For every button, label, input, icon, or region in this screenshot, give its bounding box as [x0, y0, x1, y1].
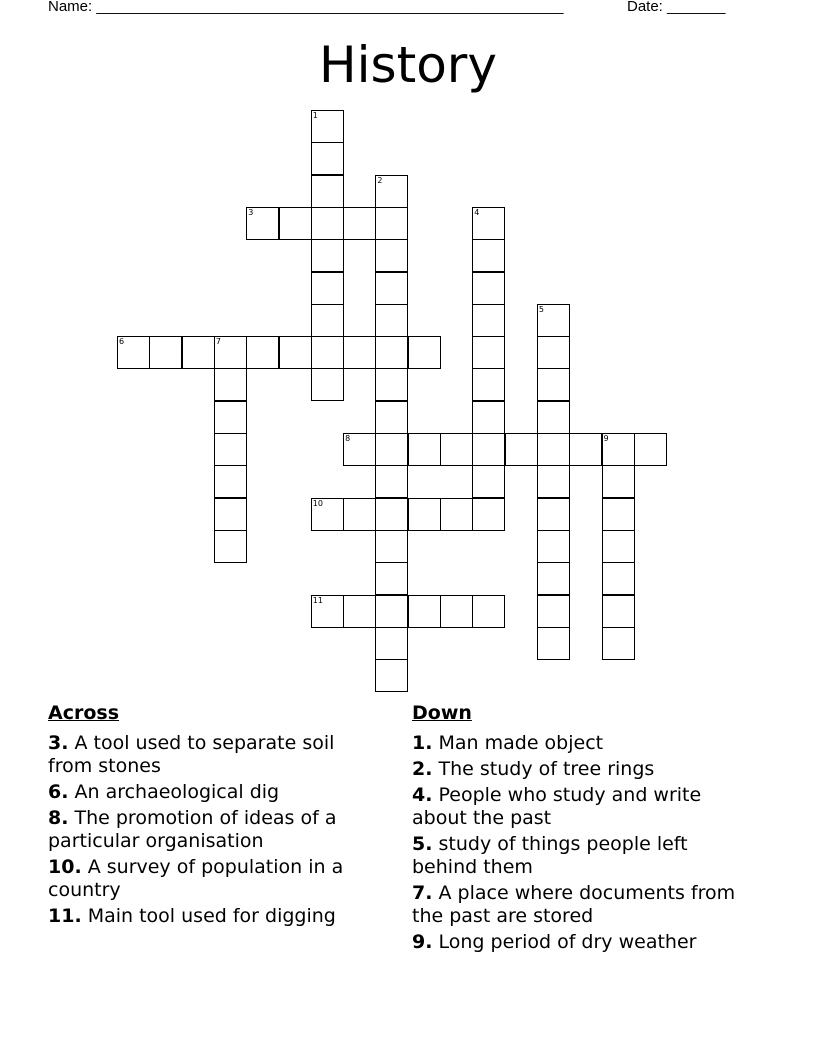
grid-cell[interactable]	[472, 207, 505, 240]
clue-across: 11. Main tool used for digging	[48, 905, 336, 927]
grid-cell[interactable]	[246, 207, 279, 240]
clue-down: 5. study of things people left behind them	[412, 833, 688, 878]
grid-cell[interactable]	[537, 530, 570, 563]
grid-cell[interactable]	[375, 530, 408, 563]
grid-cell[interactable]	[375, 207, 408, 240]
grid-cell[interactable]	[214, 433, 247, 466]
grid-cell[interactable]	[408, 595, 441, 628]
grid-cell[interactable]	[537, 401, 570, 434]
grid-cell[interactable]	[537, 595, 570, 628]
grid-cell[interactable]	[375, 595, 408, 628]
grid-cell[interactable]	[472, 433, 505, 466]
name-field-label[interactable]: Name: ________________________________________________________	[48, 0, 564, 15]
cell-number: 3	[248, 207, 254, 217]
grid-cell[interactable]	[537, 304, 570, 337]
grid-cell[interactable]	[602, 530, 635, 563]
grid-cell[interactable]	[440, 433, 473, 466]
clue-down: 1. Man made object	[412, 732, 604, 754]
grid-cell[interactable]	[537, 336, 570, 369]
clue-across: 6. An archaeological dig	[48, 781, 280, 803]
grid-cell[interactable]	[408, 433, 441, 466]
grid-cell[interactable]	[182, 336, 215, 369]
cell-number: 2	[377, 175, 383, 185]
grid-cell[interactable]	[214, 530, 247, 563]
cell-number: 8	[345, 434, 351, 443]
grid-cell[interactable]	[375, 562, 408, 595]
grid-cell[interactable]	[537, 433, 570, 466]
grid-cell[interactable]	[343, 498, 376, 531]
clue-down: 7. A place where documents from the past are stored	[412, 882, 736, 927]
grid-cell[interactable]	[375, 433, 408, 466]
grid-cell[interactable]	[537, 498, 570, 531]
puzzle-title: History	[319, 36, 497, 94]
grid-cell[interactable]	[375, 368, 408, 401]
down-heading: Down	[412, 702, 472, 724]
grid-cell[interactable]	[214, 465, 247, 498]
grid-cell[interactable]	[602, 465, 635, 498]
grid-cell[interactable]	[408, 498, 441, 531]
grid-cell[interactable]	[279, 207, 312, 240]
clue-across: 10. A survey of population in a country	[48, 856, 344, 901]
grid-cell[interactable]	[311, 498, 344, 531]
grid-cell[interactable]	[311, 368, 344, 401]
grid-cell[interactable]	[375, 175, 408, 208]
grid-cell[interactable]	[375, 336, 408, 369]
grid-cell[interactable]	[214, 336, 247, 369]
grid-cell[interactable]	[440, 498, 473, 531]
grid-cell[interactable]	[472, 272, 505, 305]
grid-cell[interactable]	[472, 368, 505, 401]
grid-cell[interactable]	[311, 239, 344, 272]
grid-cell[interactable]	[343, 433, 376, 466]
grid-cell[interactable]	[634, 433, 667, 466]
grid-cell[interactable]	[375, 627, 408, 660]
grid-cell[interactable]	[375, 304, 408, 337]
cell-number: 5	[538, 304, 544, 314]
clue-down: 9. Long period of dry weather	[412, 931, 697, 953]
grid-cell[interactable]	[602, 595, 635, 628]
cell-number: 6	[119, 337, 125, 347]
grid-cell[interactable]	[214, 368, 247, 401]
clue-across: 8. The promotion of ideas of a particular organisation	[48, 807, 337, 852]
grid-cell[interactable]	[472, 239, 505, 272]
grid-cell[interactable]	[505, 433, 538, 466]
grid-cell[interactable]	[311, 142, 344, 175]
grid-cell[interactable]	[343, 336, 376, 369]
grid-cell[interactable]	[311, 272, 344, 305]
grid-cell[interactable]	[214, 498, 247, 531]
grid-cell[interactable]	[408, 336, 441, 369]
grid-cell[interactable]	[375, 239, 408, 272]
clue-down: 4. People who study and write about the past	[412, 784, 702, 829]
grid-cell[interactable]	[440, 595, 473, 628]
grid-cell[interactable]	[375, 401, 408, 434]
cell-number: 11	[312, 595, 323, 605]
grid-cell[interactable]	[311, 336, 344, 369]
grid-cell[interactable]	[117, 336, 150, 369]
grid-cell[interactable]	[472, 336, 505, 369]
grid-cell[interactable]	[602, 498, 635, 531]
grid-cell[interactable]	[472, 595, 505, 628]
cell-number: 4	[474, 207, 480, 217]
across-heading: Across	[48, 702, 120, 724]
grid-cell[interactable]	[149, 336, 182, 369]
grid-cell[interactable]	[311, 304, 344, 337]
cell-number: 7	[215, 337, 221, 347]
cell-number: 9	[603, 434, 609, 443]
grid-cell[interactable]	[214, 401, 247, 434]
down-clues	[412, 702, 752, 957]
grid-cell[interactable]	[311, 175, 344, 208]
grid-cell[interactable]	[537, 562, 570, 595]
grid-cell[interactable]	[279, 336, 312, 369]
clue-down: 2. The study of tree rings	[412, 758, 655, 780]
grid-cell[interactable]	[311, 110, 344, 143]
grid-cell[interactable]	[246, 336, 279, 369]
grid-cell[interactable]	[537, 368, 570, 401]
grid-cell[interactable]	[311, 207, 344, 240]
across-clues	[48, 702, 378, 931]
cell-number: 1	[312, 111, 318, 120]
grid-cell[interactable]	[472, 304, 505, 337]
grid-cell[interactable]	[343, 207, 376, 240]
grid-cell[interactable]	[472, 498, 505, 531]
grid-cell[interactable]	[472, 401, 505, 434]
grid-cell[interactable]	[537, 627, 570, 660]
grid-cell[interactable]	[472, 465, 505, 498]
clue-across: 3. A tool used to separate soil from stones	[48, 732, 335, 777]
grid-cell[interactable]	[569, 433, 602, 466]
grid-cell[interactable]	[602, 562, 635, 595]
cell-number: 10	[312, 498, 323, 508]
grid-cell[interactable]	[375, 659, 408, 692]
grid-cell[interactable]	[311, 595, 344, 628]
grid-cell[interactable]	[602, 433, 635, 466]
grid-cell[interactable]	[375, 498, 408, 531]
grid-cell[interactable]	[375, 465, 408, 498]
date-field-label[interactable]: Date: _______	[627, 0, 726, 15]
grid-cell[interactable]	[375, 272, 408, 305]
grid-cell[interactable]	[602, 627, 635, 660]
grid-cell[interactable]	[537, 465, 570, 498]
grid-cell[interactable]	[343, 595, 376, 628]
